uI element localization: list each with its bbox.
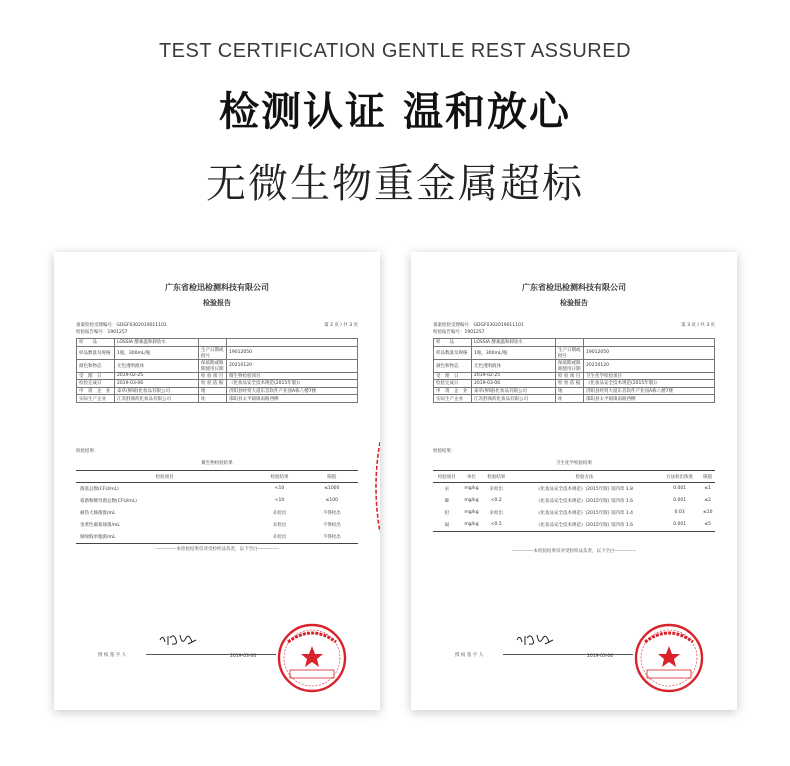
info-cell: 样品数量及规格 bbox=[434, 346, 472, 359]
table-row bbox=[433, 483, 715, 495]
header-english: TEST CERTIFICATION GENTLE REST ASSURED bbox=[158, 40, 632, 62]
info-cell: 检 验 项 目 bbox=[199, 372, 227, 380]
info-cell: 申 请 企 业 bbox=[77, 387, 115, 395]
result-header-cell: 单位 bbox=[461, 471, 483, 483]
report-meta bbox=[76, 322, 358, 336]
report-date: 2019-03-06 bbox=[587, 654, 614, 659]
info-cell: 保质期或限期使用日期 bbox=[199, 359, 227, 372]
header-title: 检测认证 温和放心 bbox=[219, 89, 571, 135]
end-note: -------------本检验结果仅对受检样品负责，以下空白------------- bbox=[155, 547, 279, 552]
info-row bbox=[434, 339, 715, 347]
info-cell: 检 验 依 据 bbox=[556, 380, 584, 388]
result-header-cell: 检验结果 bbox=[482, 471, 510, 483]
result-header-cell: 检验项目 bbox=[433, 471, 461, 483]
perforation-seal-edge bbox=[370, 442, 380, 532]
info-row bbox=[77, 372, 358, 380]
info-cell: 生产日期或批号 bbox=[199, 346, 227, 359]
table-row bbox=[76, 507, 358, 519]
info-row bbox=[434, 387, 715, 395]
info-cell bbox=[556, 339, 584, 347]
result-header-cell: 检验结果 bbox=[253, 471, 305, 483]
table-row bbox=[433, 495, 715, 507]
info-cell: 卫生化学检验项目 bbox=[584, 372, 715, 380]
report-page-chemistry bbox=[411, 252, 737, 710]
table-row bbox=[76, 495, 358, 507]
result-cell: 0.001 bbox=[673, 498, 687, 504]
result-heading: 检验结果： bbox=[76, 449, 99, 454]
info-row bbox=[77, 339, 358, 347]
info-cell: 《化妆品安全技术规范(2015年版)》 bbox=[584, 380, 715, 388]
report-company: 广东省检迅检测科技有限公司 bbox=[165, 283, 269, 292]
info-cell: 地 bbox=[199, 387, 227, 395]
result-cell: 未检出 bbox=[272, 510, 287, 516]
result-title: 微生物检验结果 bbox=[201, 461, 233, 466]
accept-number: 备案检验受理编号：GDGF0302019011101 bbox=[433, 323, 524, 328]
info-cell: 实际生产企业 bbox=[77, 395, 115, 403]
info-cell: 检验完成日 bbox=[434, 380, 472, 388]
result-cell: ≤10 bbox=[702, 510, 713, 516]
info-cell: 20210120 bbox=[584, 359, 715, 372]
result-cell: 铜绿假单胞菌/mL bbox=[76, 531, 253, 543]
report-title: 检验报告 bbox=[560, 299, 588, 307]
info-row bbox=[434, 380, 715, 388]
result-cell: 0.001 bbox=[659, 519, 700, 531]
info-cell: 邵阳县太平镇镇南路西侧 bbox=[584, 395, 715, 403]
table-row bbox=[433, 507, 715, 519]
info-cell: 《化妆品安全技术规范(2015年版)》 bbox=[227, 380, 358, 388]
report-title: 检验报告 bbox=[203, 299, 231, 307]
info-cell: LOSSIA 酵素温和卸妆水 bbox=[115, 339, 199, 347]
info-cell bbox=[584, 339, 715, 347]
info-cell: 样品数量及规格 bbox=[77, 346, 115, 359]
info-cell: 无色透明液体 bbox=[115, 359, 199, 372]
result-cell: 霉菌和酵母菌总数(CFU/mL) bbox=[80, 498, 137, 504]
info-cell: 生产日期或批号 bbox=[556, 346, 584, 359]
result-cell: mg/kg bbox=[464, 498, 479, 504]
info-cell: 1瓶，300mL/瓶 bbox=[472, 346, 556, 359]
report-date: 2019-03-06 bbox=[230, 654, 257, 659]
result-cell: 不得检出 bbox=[306, 531, 358, 543]
info-cell: 颜色和物态 bbox=[77, 359, 115, 372]
info-row bbox=[77, 359, 358, 372]
info-cell bbox=[227, 339, 358, 347]
info-cell: 邵阳县太平镇镇南路西侧 bbox=[227, 395, 358, 403]
result-cell: 镉 bbox=[433, 519, 461, 531]
info-cell: 检 验 项 目 bbox=[556, 372, 584, 380]
result-cell: ≤2 bbox=[704, 498, 711, 504]
info-cell bbox=[199, 339, 227, 347]
info-row bbox=[434, 372, 715, 380]
sample-info-table bbox=[76, 338, 358, 403]
info-cell: 泰草(鲜晴)化妆品有限公司 bbox=[115, 387, 199, 395]
result-cell: 未检出 bbox=[272, 523, 287, 529]
table-row bbox=[76, 483, 358, 495]
result-cell: 0.03 bbox=[674, 510, 685, 516]
info-row bbox=[77, 346, 358, 359]
info-row bbox=[434, 395, 715, 403]
result-cell: <0.2 bbox=[490, 498, 502, 504]
report-meta bbox=[433, 322, 715, 336]
info-cell: 保质期或限期使用日期 bbox=[556, 359, 584, 372]
info-cell: 微生物检验项目 bbox=[227, 372, 358, 380]
info-cell: 济阳县经贸大道东首软件产业园A栋八楼7楼 bbox=[227, 387, 358, 395]
result-cell: 不得检出 bbox=[322, 523, 341, 529]
result-header-cell: 检验方法 bbox=[510, 471, 659, 483]
info-cell: 实际生产企业 bbox=[434, 395, 472, 403]
result-cell: 菌落总数(CFU/mL) bbox=[80, 486, 119, 492]
info-row bbox=[77, 380, 358, 388]
info-cell: 19012050 bbox=[227, 346, 358, 359]
result-cell: 未检出 bbox=[253, 531, 305, 543]
signature-line bbox=[503, 654, 633, 655]
info-cell: 检验完成日 bbox=[77, 380, 115, 388]
result-title: 卫生化学检验结果 bbox=[556, 461, 592, 466]
sample-info-table bbox=[433, 338, 715, 403]
signer-label: 授 权 签 字 人 bbox=[455, 653, 484, 658]
result-header-row bbox=[433, 471, 715, 483]
result-cell: <10 bbox=[274, 486, 285, 492]
info-row bbox=[77, 387, 358, 395]
info-cell: 2019-03-06 bbox=[472, 380, 556, 388]
info-cell: 无色透明液体 bbox=[472, 359, 556, 372]
info-cell: 地 bbox=[556, 387, 584, 395]
result-heading: 检验结果： bbox=[433, 449, 456, 454]
result-cell: 《化妆品安全技术规范》(2015年版) 第四章 1.6 bbox=[536, 498, 633, 504]
info-cell: 2019-02-25 bbox=[472, 372, 556, 380]
result-cell: 铅 bbox=[444, 510, 450, 516]
result-header-cell: 限值 bbox=[700, 471, 715, 483]
info-cell: LOSSIA 酵素温和卸妆水 bbox=[472, 339, 556, 347]
official-seal-image bbox=[633, 622, 705, 694]
result-cell: mg/kg bbox=[464, 510, 479, 516]
official-seal-image bbox=[276, 622, 348, 694]
result-cell: <0.5 bbox=[482, 519, 510, 531]
info-cell: 址 bbox=[556, 395, 584, 403]
accept-number: 备案检验受理编号：GDGF0302019011101 bbox=[76, 323, 167, 328]
signer-label: 授 权 签 字 人 bbox=[98, 653, 127, 658]
result-cell: ≤100 bbox=[325, 498, 338, 504]
info-row bbox=[77, 395, 358, 403]
result-header-row bbox=[76, 471, 358, 483]
signature-line bbox=[146, 654, 276, 655]
result-cell: 汞 bbox=[444, 486, 450, 492]
info-cell: 受 理 日 bbox=[434, 372, 472, 380]
result-cell: mg/kg bbox=[461, 519, 483, 531]
result-cell: 未检出 bbox=[489, 486, 503, 492]
info-cell: 样 品 bbox=[434, 339, 472, 347]
info-cell: 1瓶，300mL/瓶 bbox=[115, 346, 199, 359]
result-cell: mg/kg bbox=[464, 486, 479, 492]
result-header-cell: 方法检出浓度 bbox=[659, 471, 700, 483]
table-row bbox=[433, 519, 715, 531]
end-note: -------------本检验结果仅对受检样品负责，以下空白------------- bbox=[512, 549, 636, 554]
header-subtitle: 无微生物重金属超标 bbox=[206, 161, 584, 207]
info-row bbox=[434, 346, 715, 359]
result-header-cell: 检验项目 bbox=[76, 471, 253, 483]
info-cell: 20210120 bbox=[227, 359, 358, 372]
info-cell: 泰草(鲜晴)化妆品有限公司 bbox=[472, 387, 556, 395]
result-cell: 《化妆品安全技术规范》(2015年版) 第四章 1.6 bbox=[510, 519, 659, 531]
info-cell: 19012050 bbox=[584, 346, 715, 359]
report-number: 检验报告编号：1901257 bbox=[433, 330, 485, 335]
info-cell: 受 理 日 bbox=[77, 372, 115, 380]
info-cell: 检 验 依 据 bbox=[199, 380, 227, 388]
info-cell: 2019-03-06 bbox=[115, 380, 199, 388]
report-number: 检验报告编号：1901257 bbox=[76, 330, 128, 335]
result-cell: 耐热大肠菌群/mL bbox=[80, 510, 116, 516]
table-row bbox=[76, 531, 358, 543]
info-cell: 江苏舒颜药化妆品有限公司 bbox=[115, 395, 199, 403]
result-cell: 金黄色葡萄球菌/mL bbox=[80, 523, 120, 529]
result-cell: ≤1000 bbox=[324, 486, 340, 492]
signature-image bbox=[515, 630, 555, 650]
info-cell: 样 品 bbox=[77, 339, 115, 347]
info-row bbox=[434, 359, 715, 372]
info-cell: 2019-02-25 bbox=[115, 372, 199, 380]
result-cell: ≤5 bbox=[700, 519, 715, 531]
report-page-microbiology bbox=[54, 252, 380, 710]
info-cell: 颜色和物态 bbox=[434, 359, 472, 372]
result-cell: 《化妆品安全技术规范》(2015年版) 第四章 1.8 bbox=[536, 486, 633, 492]
page-number: 第 2 页 / 共 3 页 bbox=[324, 323, 358, 328]
result-header-cell: 限值 bbox=[306, 471, 358, 483]
report-company: 广东省检迅检测科技有限公司 bbox=[522, 283, 626, 292]
info-cell: 江苏舒颜药化妆品有限公司 bbox=[472, 395, 556, 403]
result-cell: <10 bbox=[274, 498, 285, 504]
info-cell: 济阳县经贸大道东首软件产业园A栋八楼7楼 bbox=[584, 387, 715, 395]
result-table bbox=[433, 470, 715, 532]
result-cell: 0.001 bbox=[673, 486, 687, 492]
info-cell: 址 bbox=[199, 395, 227, 403]
result-table bbox=[76, 470, 358, 544]
result-cell: 不得检出 bbox=[322, 510, 341, 516]
signature-image bbox=[158, 630, 198, 650]
result-cell: 砷 bbox=[444, 498, 450, 504]
page-number: 第 3 页 / 共 3 页 bbox=[681, 323, 715, 328]
table-row bbox=[76, 519, 358, 531]
result-cell: 《化妆品安全技术规范》(2015年版) 第四章 1.4 bbox=[536, 510, 633, 516]
result-cell: 未检出 bbox=[489, 510, 503, 516]
info-cell: 申 请 企 业 bbox=[434, 387, 472, 395]
result-cell: ≤1 bbox=[704, 486, 711, 492]
